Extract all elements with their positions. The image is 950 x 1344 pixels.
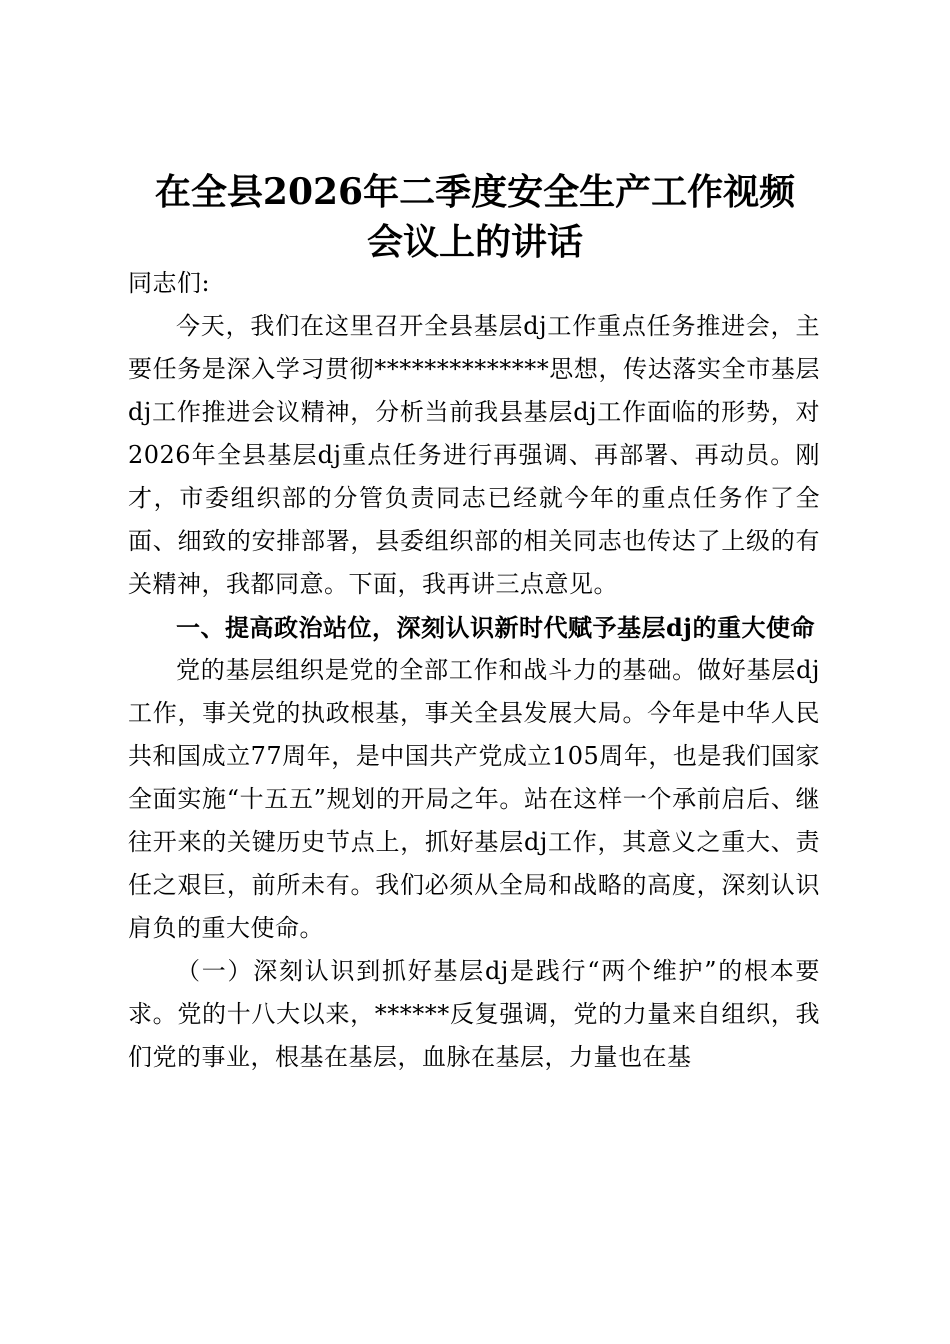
salutation: 同志们: <box>128 269 211 297</box>
document-body <box>128 262 820 1079</box>
document-title-line-2: 会议上的讲话 <box>366 221 583 263</box>
document-title-line-1: 在全县2026年二季度安全生产工作视频 <box>154 171 796 213</box>
paragraph-subsection-1: （一）深刻认识到抓好基层dj是践行“两个维护”的根本要求。党的十八大以来，******反复强调，党的力量来自组织，我们党的事业，根基在基层，血脉在基层，力量也在基 <box>128 957 820 1071</box>
paragraph-section-1-intro: 党的基层组织是党的全部工作和战斗力的基础。做好基层dj工作，事关党的执政根基，事关全县发展大局。今年是中华人民共和国成立77周年，是中国共产党成立105周年，也是我们国家全面实施“十五五”规划的开局之年。站在这样一个承前启后、继往开来的关键历史节点上，抓好基层dj工作，其意义之重大、责任之艰巨，前所未有。我们必须从全局和战略的高度，深刻认识肩负的重大使命。 <box>128 656 820 942</box>
section-heading-1: 一、提高政治站位，深刻认识新时代赋予基层dj的重大使命 <box>176 613 815 642</box>
paragraph-opening: 今天，我们在这里召开全县基层dj工作重点任务推进会，主要任务是深入学习贯彻**************思想，传达落实全市基层dj工作推进会议精神，分析当前我县基层dj工作面临的形势，对2026年全县基层dj重点任务进行再强调、再部署、再动员。刚才，市委组织部的分管负责同志已经就今年的重点任务作了全面、细致的安排部署，县委组织部的相关同志也传达了上级的有关精神，我都同意。下面，我再讲三点意见。 <box>128 312 820 598</box>
